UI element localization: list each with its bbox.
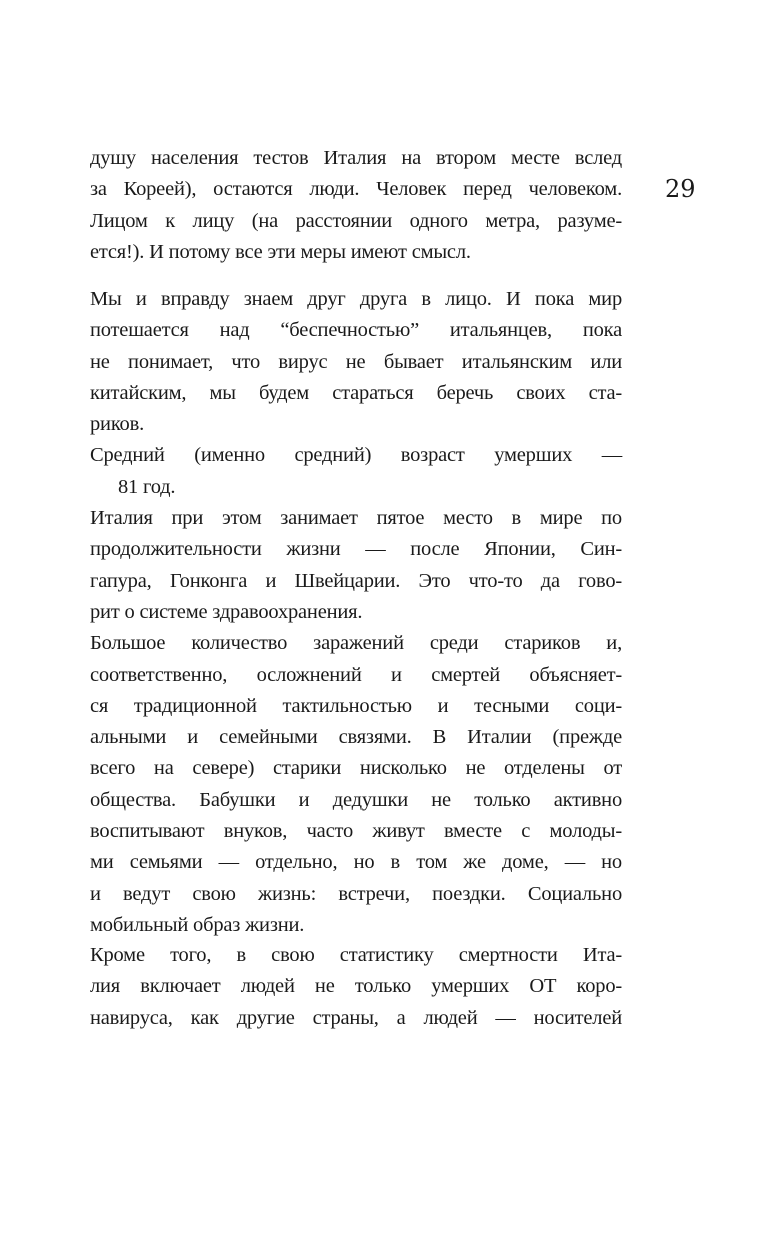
text-line: 81 год. bbox=[118, 475, 176, 498]
text-line: китайским, мы будем стараться беречь своих ста- bbox=[90, 381, 622, 404]
text-line: соответственно, осложнений и смертей объясняет- bbox=[90, 663, 622, 686]
text-line: воспитывают внуков, часто живут вместе с молоды- bbox=[90, 820, 622, 843]
text-line: не понимает, что вирус не бывает итальянским или bbox=[90, 350, 622, 373]
text-line: мобильный образ жизни. bbox=[90, 913, 305, 936]
text-line: лия включает людей не только умерших ОТ коро- bbox=[90, 975, 622, 998]
text-line: ся традиционной тактильностью и тесными соци- bbox=[90, 694, 622, 717]
paragraph-1 bbox=[90, 143, 622, 268]
text-line: рит о системе здравоохранения. bbox=[90, 600, 363, 623]
page-number: 29 bbox=[665, 175, 696, 203]
text-line: Лицом к лицу (на расстоянии одного метра, разуме- bbox=[90, 209, 622, 232]
text-line: Италия при этом занимает пятое место в мире по bbox=[90, 507, 622, 530]
text-line: ми семьями — отдельно, но в том же доме, — но bbox=[90, 851, 622, 874]
text-line: Большое количество заражений среди стариков и, bbox=[90, 632, 622, 655]
text-line: Средний (именно средний) возраст умерших — bbox=[90, 444, 622, 467]
text-line: Кроме того, в свою статистику смертности Ита- bbox=[90, 944, 622, 966]
text-line: альными и семейными связями. В Италии (прежде bbox=[90, 726, 622, 749]
paragraph-3 bbox=[90, 940, 622, 1034]
paragraph-2 bbox=[90, 284, 622, 941]
text-line: за Кореей), остаются люди. Человек перед человеком. bbox=[90, 178, 622, 201]
text-line: ется!). И потому все эти меры имеют смысл. bbox=[90, 240, 471, 263]
text-line: Мы и вправду знаем друг друга в лицо. И пока мир bbox=[90, 288, 622, 310]
text-line: потешается над “беспечностью” итальянцев, пока bbox=[90, 319, 622, 342]
text-line: продолжительности жизни — после Японии, Син- bbox=[90, 538, 622, 561]
text-line: навируса, как другие страны, а людей — носителей bbox=[90, 1006, 622, 1029]
text-line: общества. Бабушки и дедушки не только активно bbox=[90, 788, 622, 811]
text-line: всего на севере) старики нисколько не отделены от bbox=[90, 757, 622, 780]
text-line: риков. bbox=[90, 413, 144, 436]
text-line: и ведут свою жизнь: встречи, поездки. Социально bbox=[90, 882, 622, 905]
text-line: душу населения тестов Италия на втором месте вслед bbox=[90, 147, 622, 169]
text-line: гапура, Гонконга и Швейцарии. Это что-то да гово- bbox=[90, 569, 622, 592]
